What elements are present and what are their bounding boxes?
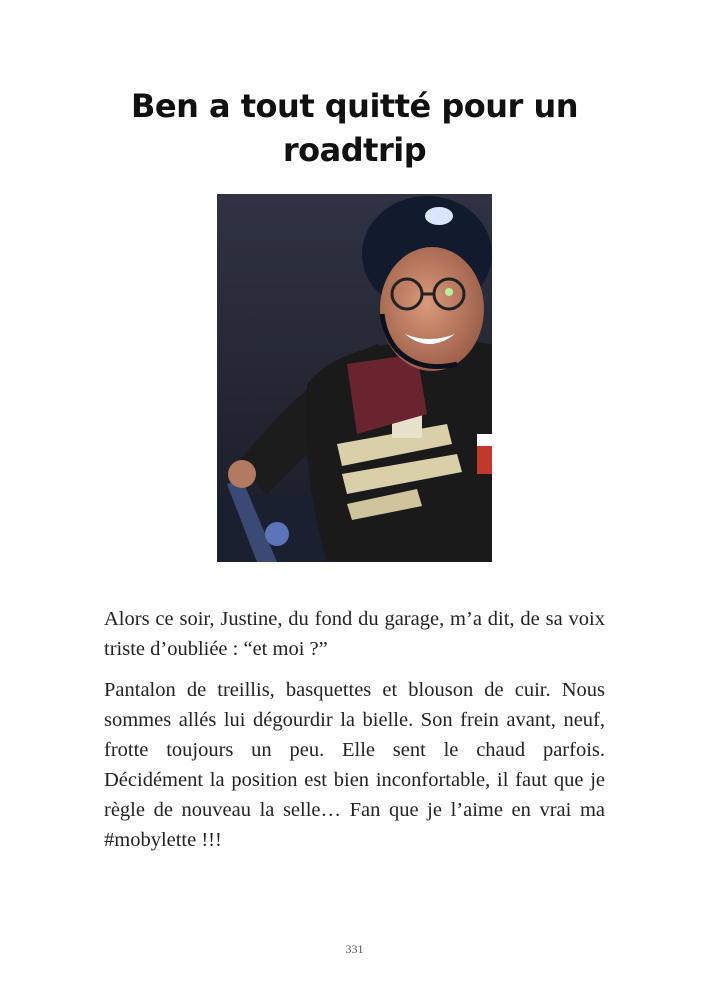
page-title: Ben a tout quitté pour un roadtrip: [131, 87, 578, 169]
paragraph: Pantalon de treillis, basquettes et blouson de cuir. Nous sommes allés lui dégourdir la bielle. Son frein avant, neuf, frotte toujours un peu. Elle sent le chaud parfois. Décidément la position est bien inconfortable, il faut que je règle de nouveau la selle… Fan que je l’aime en vrai ma #mobylette !!!: [104, 679, 605, 851]
motorbike-rider-photo: [217, 194, 492, 562]
paragraph: Alors ce soir, Justine, du fond du garage, m’a dit, de sa voix triste d’oubliée : “et moi ?”: [104, 608, 605, 660]
article-body: [104, 604, 605, 866]
page-number: 331: [345, 942, 364, 956]
